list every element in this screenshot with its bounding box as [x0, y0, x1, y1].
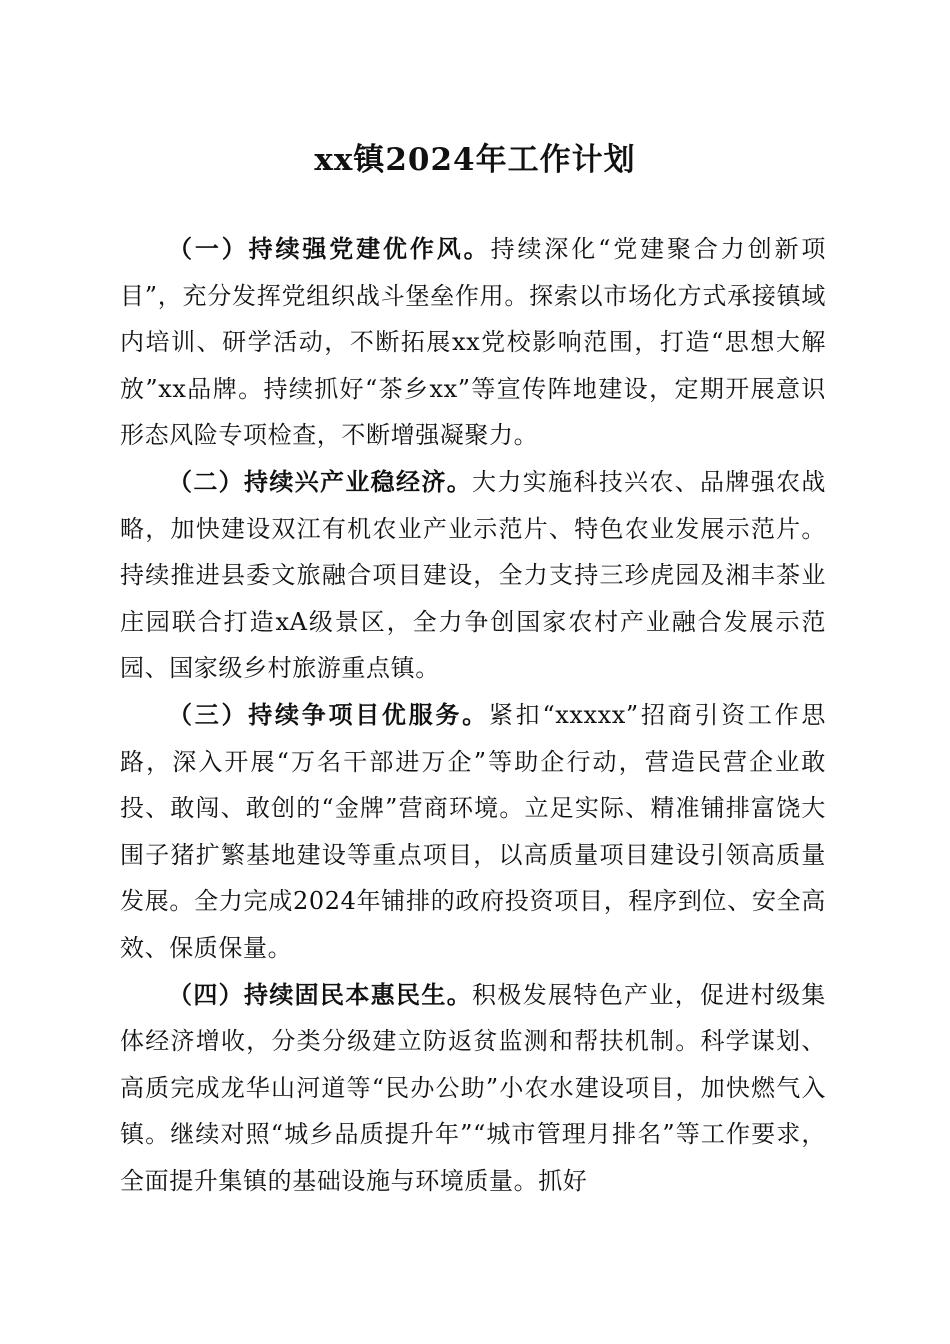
paragraph-2-heading: （二）持续兴产业稳经济。 [168, 466, 473, 496]
paragraph-1-heading: （一）持续强党建优作风。 [168, 234, 491, 263]
paragraph-2-text: 大力实施科技兴农、品牌强农战略，加快建设双江有机农业产业示范片、特色农业发展示范片。持续推进县委文旅融合项目建设，全力支持三珍虎园及湘丰茶业庄园联合打造xA级景区，全力争创国家农村产业融合发展示范园、国家级乡村旅游重点镇。 [120, 467, 826, 683]
paragraph-3 [120, 692, 826, 972]
paragraph-4-heading: （四）持续固民本惠民生。 [168, 979, 473, 1009]
document-title: xx镇2024年工作计划 [314, 142, 636, 178]
paragraph-3-heading: （三）持续争项目优服务。 [168, 699, 489, 729]
paragraph-4-text: 积极发展特色产业，促进村级集体经济增收，分类分级建立防返贫监测和帮扶机制。科学谋划、高质完成龙华山河道等“民办公助”小农水建设项目，加快燃气入镇。继续对照“城乡品质提升年”“城市管理月排名”等工作要求，全面提升集镇的基础设施与环境质量。抓好 [120, 980, 826, 1195]
paragraph-3-text: 紧扣“xxxxx”招商引资工作思路，深入开展“万名干部进万企”等助企行动，营造民营企业敢投、敢闯、敢创的“金牌”营商环境。立足实际、精准铺排富饶大围子猪扩繁基地建设等重点项目，以高质量项目建设引领高质量发展。全力完成2024年铺排的政府投资项目，程序到位、安全高效、保质保量。 [120, 700, 826, 962]
paragraph-2 [120, 459, 826, 692]
paragraph-1-text: 持续深化“党建聚合力创新项目”，充分发挥党组织战斗堡垒作用。探索以市场化方式承接镇域内培训、研学活动，不断拓展xx党校影响范围，打造“思想大解放”xx品牌。持续抓好“茶乡xx”等宣传阵地建设，定期开展意识形态风险专项检查，不断增强凝聚力。 [120, 235, 826, 450]
paragraph-1 [120, 226, 826, 459]
document-body [120, 226, 826, 1204]
paragraph-4 [120, 972, 826, 1205]
